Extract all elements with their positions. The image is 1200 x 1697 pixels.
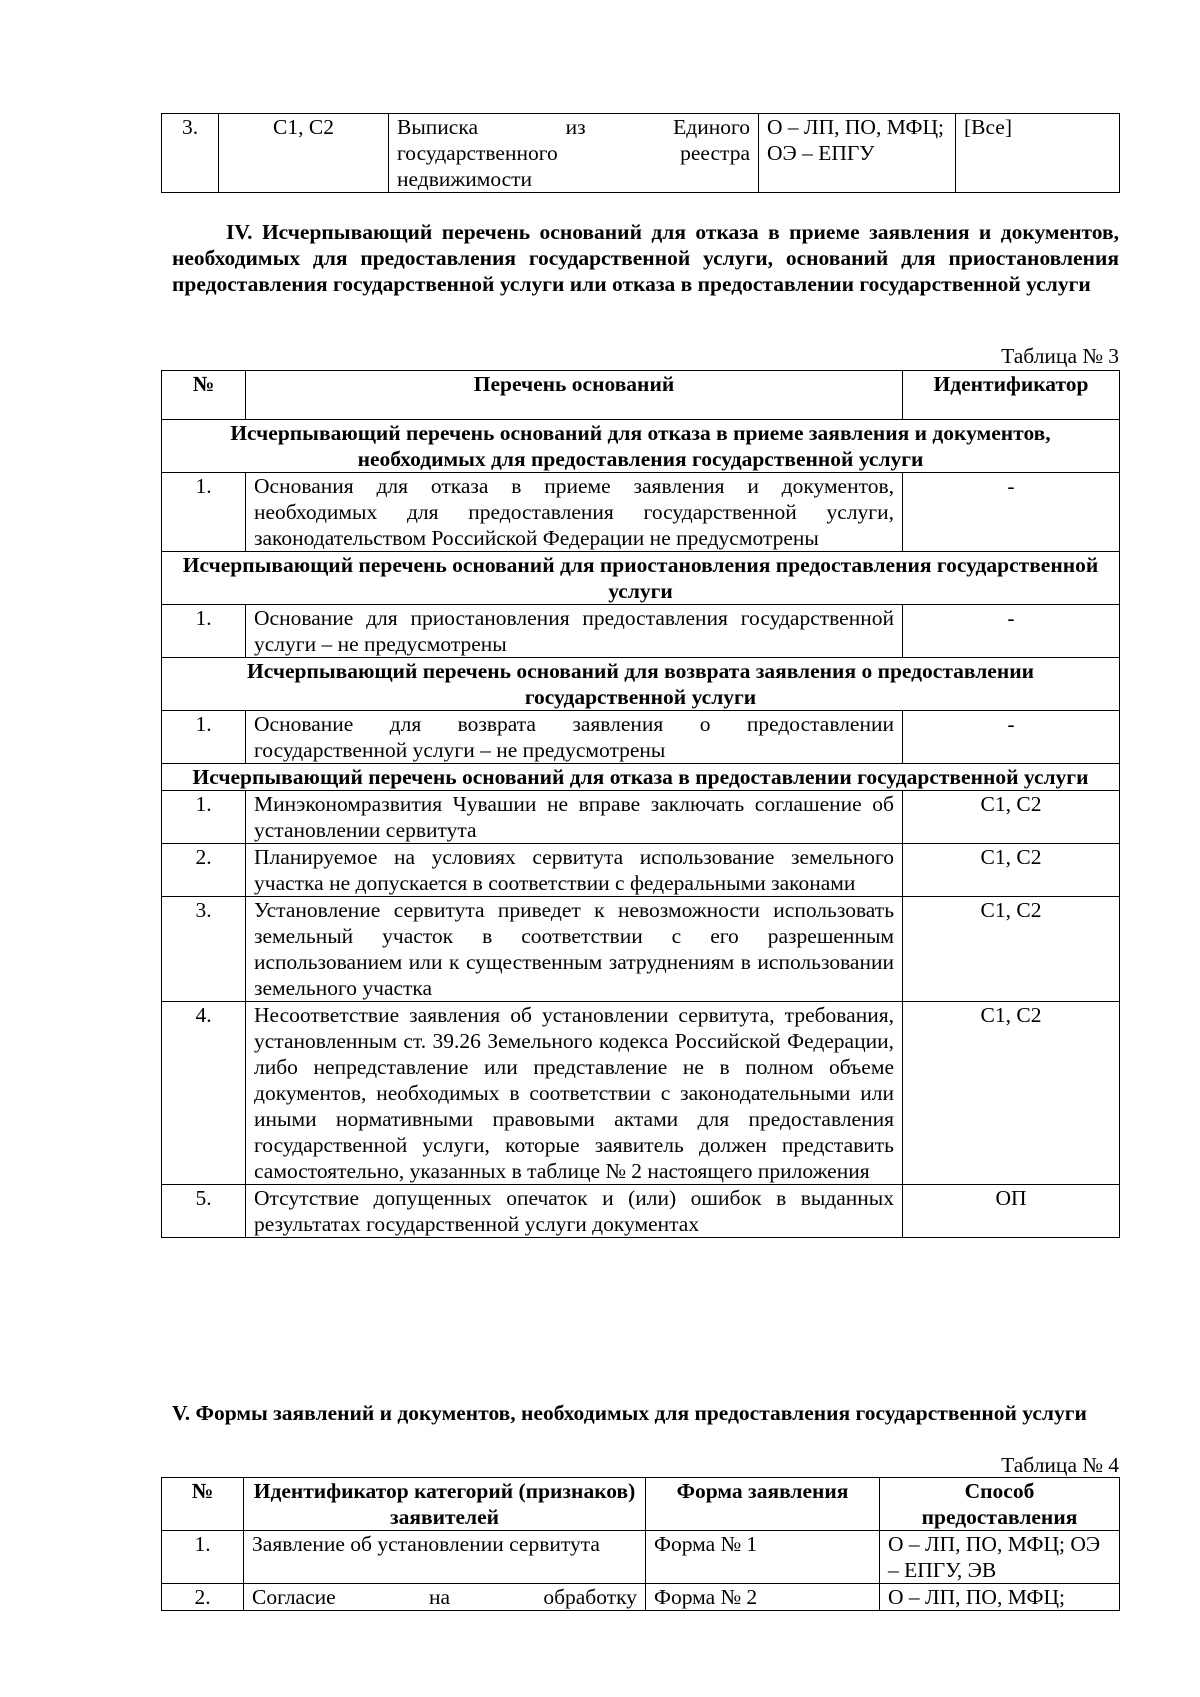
group-title: Исчерпывающий перечень оснований для приостановления предоставления государственной услуги	[162, 552, 1120, 605]
table-row	[162, 1584, 1120, 1611]
table-row	[162, 711, 1120, 764]
header-grounds: Перечень оснований	[246, 371, 903, 420]
group-title: Исчерпывающий перечень оснований для отказа в предоставлении государственной услуги	[162, 764, 1120, 791]
row-number: 2.	[162, 844, 246, 897]
row-identifier: -	[903, 473, 1120, 552]
header-category: Идентификатор категорий (признаков) заявителей	[244, 1478, 646, 1531]
header-number: №	[162, 371, 246, 420]
row-text: Установление сервитута приведет к невозможности использовать земельный участок в соответствии с его разрешенным использованием или к существенным затруднениям в использовании земельного участка	[246, 897, 903, 1002]
row-identifier: С1, С2	[903, 897, 1120, 1002]
section-4-heading: IV. Исчерпывающий перечень оснований для отказа в приеме заявления и документов, необходимых для предоставления государственной услуги, оснований для приостановления предоставления государственной услуги или отказа в предоставлении государственной услуги	[172, 220, 1119, 296]
row-number: 1.	[162, 605, 246, 658]
row-number: 1.	[162, 791, 246, 844]
group-title: Исчерпывающий перечень оснований для отказа в приеме заявления и документов, необходимых для предоставления государственной услуги	[162, 420, 1120, 473]
table-row	[162, 605, 1120, 658]
row-identifier: ОП	[903, 1185, 1120, 1238]
row-text: Минэкономразвития Чувашии не вправе заключать соглашение об установлении сервитута	[246, 791, 903, 844]
row-form: Форма № 2	[646, 1584, 880, 1611]
row-identifier: -	[903, 711, 1120, 764]
header-identifier: Идентификатор	[903, 371, 1120, 420]
row-method: О – ЛП, ПО, МФЦ;	[880, 1584, 1120, 1611]
table-row	[162, 1185, 1120, 1238]
header-form: Форма заявления	[646, 1478, 880, 1531]
row-identifier: С1, С2	[903, 844, 1120, 897]
row-text: Основание для возврата заявления о предоставлении государственной услуги – не предусмотрены	[246, 711, 903, 764]
row-number: 1.	[162, 711, 246, 764]
group-title: Исчерпывающий перечень оснований для возврата заявления о предоставлении государственной услуги	[162, 658, 1120, 711]
row-identifier: С1, С2	[903, 1002, 1120, 1185]
group-title-row	[162, 420, 1120, 473]
row-text: Отсутствие допущенных опечаток и (или) ошибок в выданных результатах государственной услуги документах	[246, 1185, 903, 1238]
table-row	[162, 114, 1120, 193]
row-identifier: С1, С2	[903, 791, 1120, 844]
header-number: №	[162, 1478, 244, 1531]
row-method: О – ЛП, ПО, МФЦ; ОЭ – ЕПГУ	[759, 114, 956, 193]
table-4-caption: Таблица № 4	[1001, 1453, 1119, 1477]
group-title-row	[162, 764, 1120, 791]
row-number: 2.	[162, 1584, 244, 1611]
row-identifier: -	[903, 605, 1120, 658]
row-form: Форма № 1	[646, 1531, 880, 1584]
row-document: Выписка из Единого государственного реестра недвижимости	[389, 114, 759, 193]
table-row	[162, 473, 1120, 552]
table-header-row	[162, 371, 1120, 420]
row-number: 1.	[162, 473, 246, 552]
row-category: Заявление об установлении сервитута	[244, 1531, 646, 1584]
row-text: Планируемое на условиях сервитута использование земельного участка не допускается в соответствии с федеральными законами	[246, 844, 903, 897]
row-number: 4.	[162, 1002, 246, 1185]
row-text: Несоответствие заявления об установлении сервитута, требования, установленным ст. 39.26 Земельного кодекса Российской Федерации, либо непредставление или представление не в полном объеме документов, необходимых в соответствии с законодательными или иными нормативными правовыми актами для предоставления государственной услуги, которые заявитель должен представить самостоятельно, указанных в таблице № 2 настоящего приложения	[246, 1002, 903, 1185]
group-title-row	[162, 552, 1120, 605]
table-3-caption: Таблица № 3	[1001, 344, 1119, 368]
header-method: Способ предоставления	[880, 1478, 1120, 1531]
row-method: О – ЛП, ПО, МФЦ; ОЭ – ЕПГУ, ЭВ	[880, 1531, 1120, 1584]
grounds-table	[161, 370, 1120, 1238]
table-row	[162, 897, 1120, 1002]
row-text: Основание для приостановления предоставления государственной услуги – не предусмотрены	[246, 605, 903, 658]
table-row	[162, 1002, 1120, 1185]
row-number: 5.	[162, 1185, 246, 1238]
group-title-row	[162, 658, 1120, 711]
row-category: Согласие на обработку	[244, 1584, 646, 1611]
table-row	[162, 1531, 1120, 1584]
forms-table	[161, 1477, 1120, 1611]
row-number: 3.	[162, 114, 219, 193]
row-identifiers: С1, С2	[219, 114, 389, 193]
continued-documents-table	[161, 113, 1120, 193]
row-number: 1.	[162, 1531, 244, 1584]
row-number: 3.	[162, 897, 246, 1002]
row-text: Основания для отказа в приеме заявления и документов, необходимых для предоставления государственной услуги, законодательством Российской Федерации не предусмотрены	[246, 473, 903, 552]
table-row	[162, 844, 1120, 897]
row-category: [Все]	[956, 114, 1120, 193]
section-5-heading: V. Формы заявлений и документов, необходимых для предоставления государственной услуги	[172, 1401, 1087, 1425]
table-row	[162, 791, 1120, 844]
table-header-row	[162, 1478, 1120, 1531]
